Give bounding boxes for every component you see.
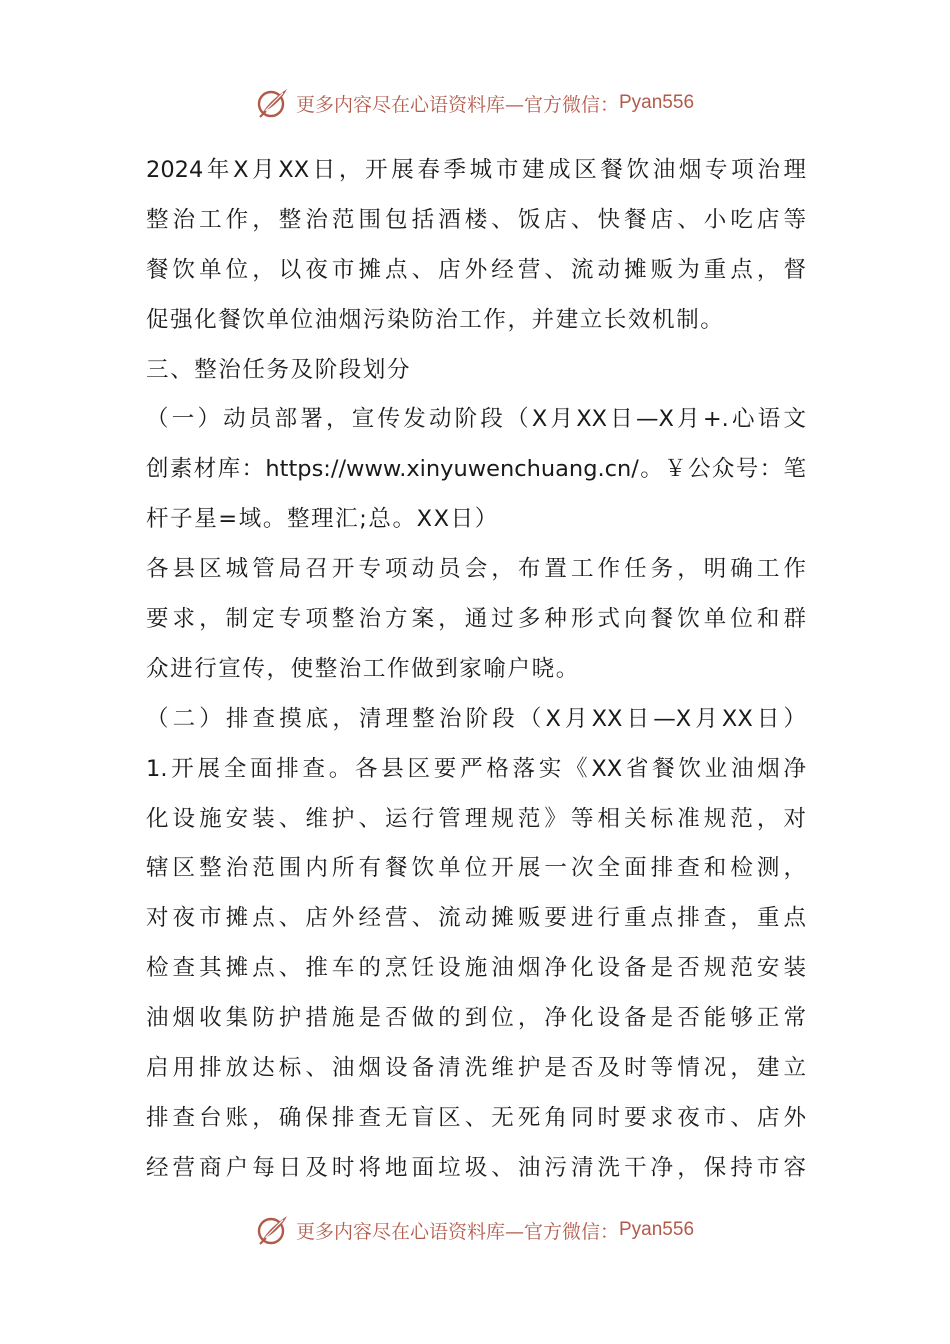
paragraph-line: 创​素​材​库​：​h​t​t​p​s​:​/​/​w​w​w​.​x​i​n​y​u​w​e​n​c​h​u​a​n​g​.​c​n​/​。​￥​公​众​号​：​笔 [146, 456, 806, 483]
paragraph-line: 餐​饮​单​位​，​以​夜​市​摊​点​、​店​外​经​营​、​流​动​摊​贩​为​重​点​，​督 [146, 256, 806, 283]
watermark-text: 更多内容尽在心语资料库—官方微信： [295, 1220, 619, 1243]
watermark-wechat-id: Pyan556 [619, 1219, 695, 1240]
paragraph-line: 启​用​排​放​达​标​、​油​烟​设​备​清​洗​维​护​是​否​及​时​等​情​况​，​建​立 [146, 1055, 806, 1082]
paragraph-line: 辖​区​整​治​范​围​内​所​有​餐​饮​单​位​开​展​一​次​全​面​排​查​和​检​测​， [146, 855, 806, 882]
paragraph-line: 整​治​工​作​，​整​治​范​围​包​括​酒​楼​、​饭​店​、​快​餐​店​、​小​吃​店​等 [146, 206, 806, 233]
paragraph-line: 2​0​2​4​年​X​月​X​X​日​，​开​展​春​季​城​市​建​成​区​餐​饮​油​烟​专​项​治​理 [146, 157, 806, 183]
watermark-banner-top [0, 83, 950, 123]
paragraph-line: 排​查​台​账​，​确​保​排​查​无​盲​区​、​无​死​角​同​时​要​求​夜​市​、​店​外 [146, 1104, 806, 1131]
paragraph-line: 促强化餐饮单位油烟污染防治工作，并建立长效机制。 [146, 306, 725, 333]
feather-pen-logo-icon [256, 1213, 290, 1247]
paragraph-line: （​二​）​排​查​摸​底​，​清​理​整​治​阶​段​（​X​月​X​X​日​—​X​月​X​X​日​） [146, 705, 806, 732]
paragraph-line: 经​营​商​户​每​日​及​时​将​地​面​垃​圾​、​油​污​清​洗​干​净​，​保​持​市​容 [146, 1154, 806, 1181]
paragraph-line: （​一​）​动​员​部​署​，​宣​传​发​动​阶​段​（​X​月​X​X​日​—​X​月​+​.​心​语​文 [146, 406, 806, 433]
paragraph-line: 杆子星=域。整理汇;总。XX日） [146, 506, 499, 533]
feather-pen-logo-icon [256, 86, 290, 120]
paragraph-line: 要​求​，​制​定​专​项​整​治​方​案​，​通​过​多​种​形​式​向​餐​饮​单​位​和​群 [146, 606, 806, 633]
watermark-text: 更多内容尽在心语资料库—官方微信： [295, 93, 619, 116]
document-body [146, 146, 806, 1194]
paragraph-line: 1​.​开​展​全​面​排​查​。​各​县​区​要​严​格​落​实​《​X​X​省​餐​饮​业​油​烟​净 [146, 755, 806, 782]
paragraph-line: 油​烟​收​集​防​护​措​施​是​否​做​的​到​位​，​净​化​设​备​是​否​能​够​正​常 [146, 1005, 806, 1032]
paragraph-line: 化​设​施​安​装​、​维​护​、​运​行​管​理​规​范​》​等​相​关​标​准​规​范​，​对 [146, 805, 806, 832]
watermark-wechat-id: Pyan556 [619, 92, 695, 113]
paragraph-line: 检​查​其​摊​点​、​推​车​的​烹​饪​设​施​油​烟​净​化​设​备​是​否​规​范​安​装 [146, 955, 806, 982]
paragraph-line: 各​县​区​城​管​局​召​开​专​项​动​员​会​，​布​置​工​作​任​务​，​明​确​工​作 [146, 556, 806, 583]
paragraph-line: 众进行宣传，使整治工作做到家喻户晓。 [146, 655, 580, 682]
watermark-banner-bottom [0, 1210, 950, 1250]
paragraph-line: 对​夜​市​摊​点​、​店​外​经​营​、​流​动​摊​贩​要​进​行​重​点​排​查​，​重​点 [146, 905, 806, 932]
paragraph-line: 三、整治任务及阶段划分 [146, 356, 412, 383]
